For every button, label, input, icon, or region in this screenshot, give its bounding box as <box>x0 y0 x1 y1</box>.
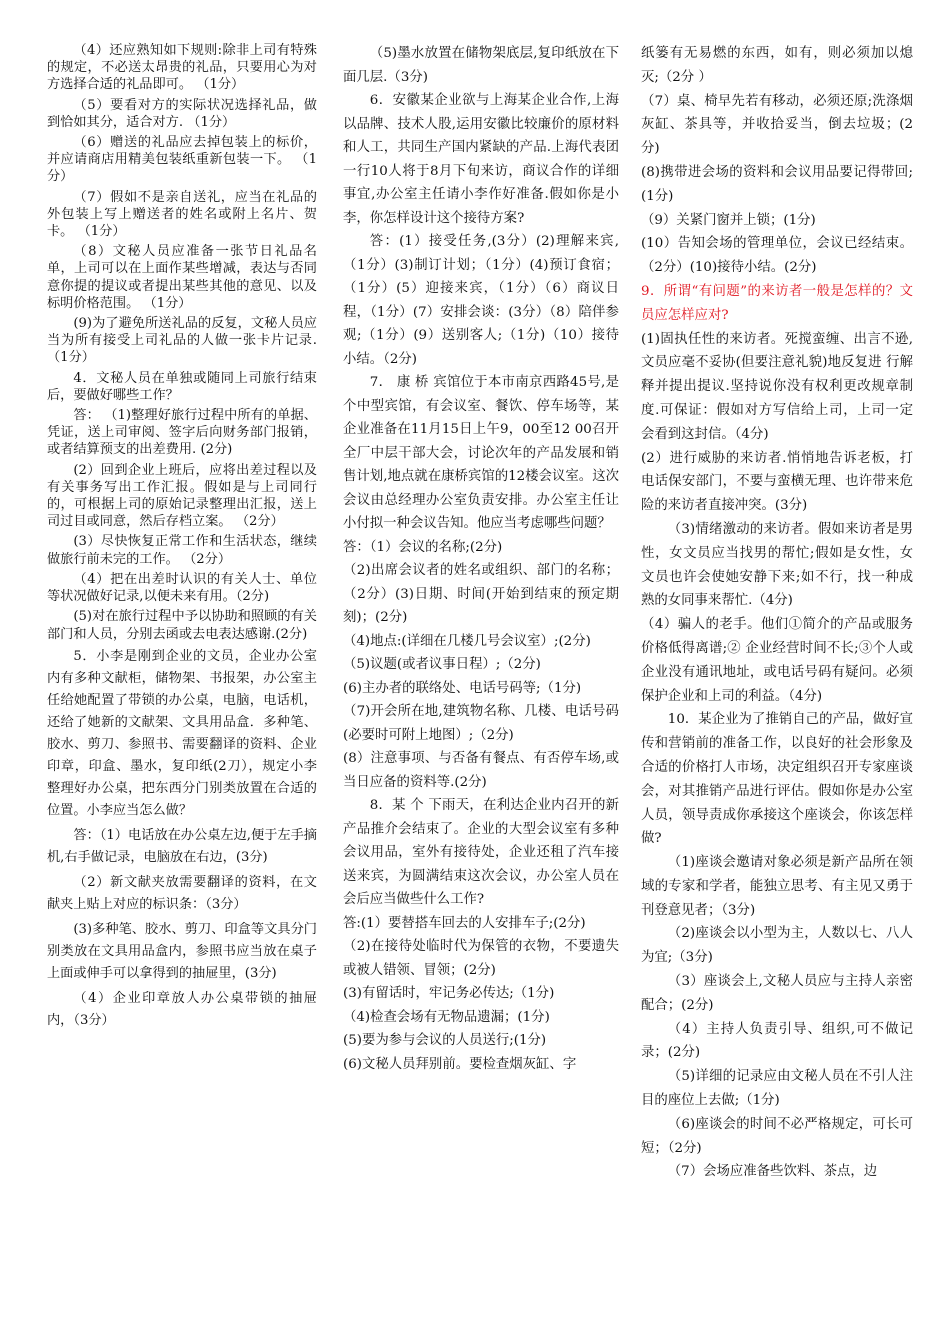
paragraph: (1)固执任性的来访者。死搅蛮缠、出言不逊,文员应毫不妥协(但要注意礼貌)地反复进 行解释并提出提议.坚持说你没有权利更改规章制度.可保证：假如对方写信给上司，上司一定会看到这封信。（4分) <box>641 331 913 442</box>
paragraph: （4）把在出差时认识的有关人士、单位等状况做好记录,以便未来有用。（2分) <box>47 571 317 605</box>
paragraph: （2)出席会议者的姓名或组织、部门的名称；（2分）(3)日期、时间(开始到结束的预定期刻)；(2分) <box>343 563 619 625</box>
question-heading: 10．某企业为了推销自己的产品，做好宣传和营销前的准备工作，以良好的社会形象及合适的价格打人市场，决定组织召开专家座谈会，对其推销产品进行评估。假如你是办公室人员，领导责成你承接这个座谈会，你该怎样做? <box>641 712 913 847</box>
column-left <box>47 42 317 1035</box>
answer-paragraph: 答：（1）电话放在办公桌左边,便于左手摘机,右手做记录，电脑放在右边，(3分) <box>47 827 317 865</box>
paragraph: （5)议题(或者议事日程）;（2分) <box>343 657 541 672</box>
answer-paragraph: 答:(1）要替搭车回去的人安排车子;(2分) <box>343 915 586 931</box>
paragraph: (10）告知会场的管理单位，会议已经结束。（2分）(10)接待小结。(2分) <box>641 236 913 276</box>
paragraph: （4）主持人负责引导、组织,可不做记录；(2分) <box>641 1021 913 1061</box>
paragraph: (8）注意事项、与否备有餐点、有否停车场,或当日应备的资料等.(2分) <box>343 751 619 790</box>
paragraph: (2）进行威胁的来访者.悄悄地告诉老板，打电话保安部门，不要与蛮横无理、也许带来危险的来访者直接冲突。(3分) <box>641 450 913 514</box>
paragraph: （4)地点:(详细在几楼几号会议室）;(2分) <box>343 633 591 649</box>
question-heading: 8．某 个 下雨天，在利达企业内召开的新产品推介会结束了。企业的大型会议室有多种会议用品，室外有接待处，企业还租了汽车接送来宾，为圆满结束这次会议，办公室人员在会后应当做些什么工作? <box>343 798 619 907</box>
question-heading: 4．文秘人员在单独或随同上司旅行结束后，要做好哪些工作？ <box>47 370 317 403</box>
paragraph: （7)开会所在地,建筑物名称、几楼、电话号码(必要时可附上地图）;（2分) <box>343 704 619 743</box>
paragraph: （7）会场应准备些饮料、茶点，边 <box>667 1164 878 1180</box>
paragraph: (6)文秘人员拜别前。要检查烟灰缸、字 <box>343 1056 577 1072</box>
paragraph: （3)情绪激动的来访者。假如来访者是男性，女文员应当找男的帮忙;假如是女性，女文员也许会使她安静下来;如不行，找一种成熟的女同事来帮忙.（4分) <box>641 521 913 609</box>
paragraph: （6）赠送的礼品应去掉包装上的标价，并应请商店用精美包装纸重新包装一下。 （1分） <box>47 135 317 185</box>
paragraph: （8）文秘人员应准备一张节日礼品名单，上司可以在上面作某些增减，表达与否同意你提的提议或者提出某些其他的意见、以及标明价格范围。 （1分） <box>47 244 317 311</box>
paragraph: （7）桌、椅早先若有移动，必须还原;洗涤烟灰缸、茶具等，并收拾妥当，倒去垃圾；(2分) <box>641 93 913 157</box>
question-heading: 9．所谓“有问题”的来访者一般是怎样的？文员应怎样应对? <box>641 283 913 323</box>
paragraph: (6)主办者的联络处、电话号码等;（1分) <box>343 680 582 696</box>
paragraph: (2）回到企业上班后，应将出差过程以及有关事务写出工作汇报。假如是与上司同行的，可根据上司的原始记录整理出汇报，送上司过目或同意，然后存档立案。 （2分） <box>47 462 317 530</box>
paragraph: (3)多种笔、胶水、剪刀、印盒等文具分门别类放在文具用品盒内，参照书应当放在桌子上面或伸手可以拿得到的抽屉里，(3分) <box>47 921 317 981</box>
paragraph: (3）尽快恢复正常工作和生活状态，继续做旅行前未完的工作。 （2分） <box>47 534 317 567</box>
question-heading: 7． 康 桥 宾馆位于本市南京西路45号,是个中型宾馆，有会议室、餐饮、停车场等，某企业准备在11月15日上午9，00至12 00召开全厂中层干部大会，讨论次年的产品发展和销售计划,地点就在康桥宾馆的12楼会议室。这次会议由总经理办公室负责安排。办公室主任让小付拟一种会议告知。他应当考虑哪些问题？ <box>343 375 619 531</box>
paragraph: (5)对在旅行过程中予以协助和照顾的有关部门和人员，分别去函或去电表达感谢.(2分) <box>47 609 317 642</box>
answer-paragraph: 答：（1）会议的名称;(2分) <box>343 539 503 555</box>
question-heading: 6．安徽某企业欲与上海某企业合作,上海以品牌、技术人股,运用安徽比较廉价的原材料和人工，共同生产国内紧缺的产品.上海代表团一行10人将于8月下旬来访，商议合作的详细事宜,办公室主任请小李作好准备.假如你是小李，你怎样设计这个接待方案? <box>343 93 619 226</box>
answer-paragraph: 答： （1)整理好旅行过程中所有的单据、凭证，送上司审阅、签字后向财务部门报销，或者结算预支的出差费用. (2分) <box>47 408 317 458</box>
paragraph: (8)携带进会场的资料和会议用品要记得带回;(1分) <box>641 164 913 204</box>
paragraph: （7）假如不是亲自送礼，应当在礼品的外包装上写上赠送者的姓名或附上名片、贺卡。 （1分） <box>47 189 317 240</box>
paragraph: （5）要看对方的实际状况选择礼品，做到恰如其分，适合对方. （1分） <box>47 97 317 130</box>
paragraph: （9）关紧门窗并上锁；(1分) <box>641 212 816 228</box>
paragraph: （2)座谈会以小型为主，人数以七、八人为宜;（3分) <box>641 926 913 966</box>
paragraph: （5)详细的记录应由文秘人员在不引人注目的座位上去做;（1分) <box>641 1069 913 1109</box>
paragraph: （4）企业印章放人办公桌带锁的抽屉内，（3分） <box>47 990 317 1028</box>
column-middle <box>343 42 619 1076</box>
paragraph: (9)为了避免所送礼品的反复，文秘人员应当为所有接受上司礼品的人做一张卡片记录. （1分） <box>47 316 317 366</box>
paragraph: （3）座谈会上,文秘人员应与主持人亲密配合；(2分) <box>641 974 913 1013</box>
paragraph: （5)墨水放置在储物架底层,复印纸放在下面几层.（3分) <box>343 46 619 85</box>
column-right <box>641 42 913 1184</box>
paragraph: （4）骗人的老手。他们①简介的产品或服务价格低得离谱;② 企业经营时间不长;③个人或企业没有通讯地址，或电话号码有疑问。必须保护企业和上司的利益。（4分) <box>641 617 913 704</box>
paragraph: (5)要为参与会议的人员送行;(1分) <box>343 1033 547 1048</box>
paragraph: （4）还应熟知如下规则:除非上司有特殊的规定，不必送太昂贵的礼品，只要用心为对方选择合适的礼品即可。 （1分） <box>47 43 317 93</box>
paragraph: （1)座谈会邀请对象必须是新产品所在领域的专家和学者，能独立思考、有主见又勇于刊登意见者；（3分) <box>641 855 913 918</box>
paragraph: （6)座谈会的时间不必严格规定，可长可短；（2分) <box>641 1116 913 1156</box>
paragraph: 纸篓有无易燃的东西，如有，则必须加以熄灭;（2分 ） <box>641 46 913 85</box>
paragraph: （4)检查会场有无物品遗漏；(1分) <box>343 1009 550 1025</box>
question-heading: 5．小李是刚到企业的文员，企业办公室内有多种文献柜，储物架、书报架，办公室主任给她配置了带锁的办公桌，电脑，电话机，还给了她新的文献架、文具用品盒．多种笔、胶水、剪刀、参照书、需要翻译的资料、企业印章，印盒、墨水，复印纸(2刀），规定小李整理好办公桌，把东西分门别类放置在合适的位置。小李应当怎么做？ <box>47 648 317 818</box>
paragraph: (3)有留话时，牢记务必传达;（1分) <box>343 986 555 1001</box>
paragraph: （2）新文献夹放需要翻译的资料，在文献夹上贴上对应的标识条：（3分） <box>47 874 317 912</box>
paragraph: （2)在接待处临时代为保管的衣物，不要遗失或被人错领、冒领；(2分) <box>343 939 619 978</box>
answer-paragraph: 答：(1）接受任务,(3分）(2)理解来宾,（1分）(3)制订计划；（1分）(4)预订食宿；（1分）(5）迎接来宾，（1分）（6）商议日程，（1分）(7）安排会谈：(3分）（8）陪伴参观;（1分）(9）送别客人;（1分)（10）接待小结。（2分) <box>343 234 619 367</box>
